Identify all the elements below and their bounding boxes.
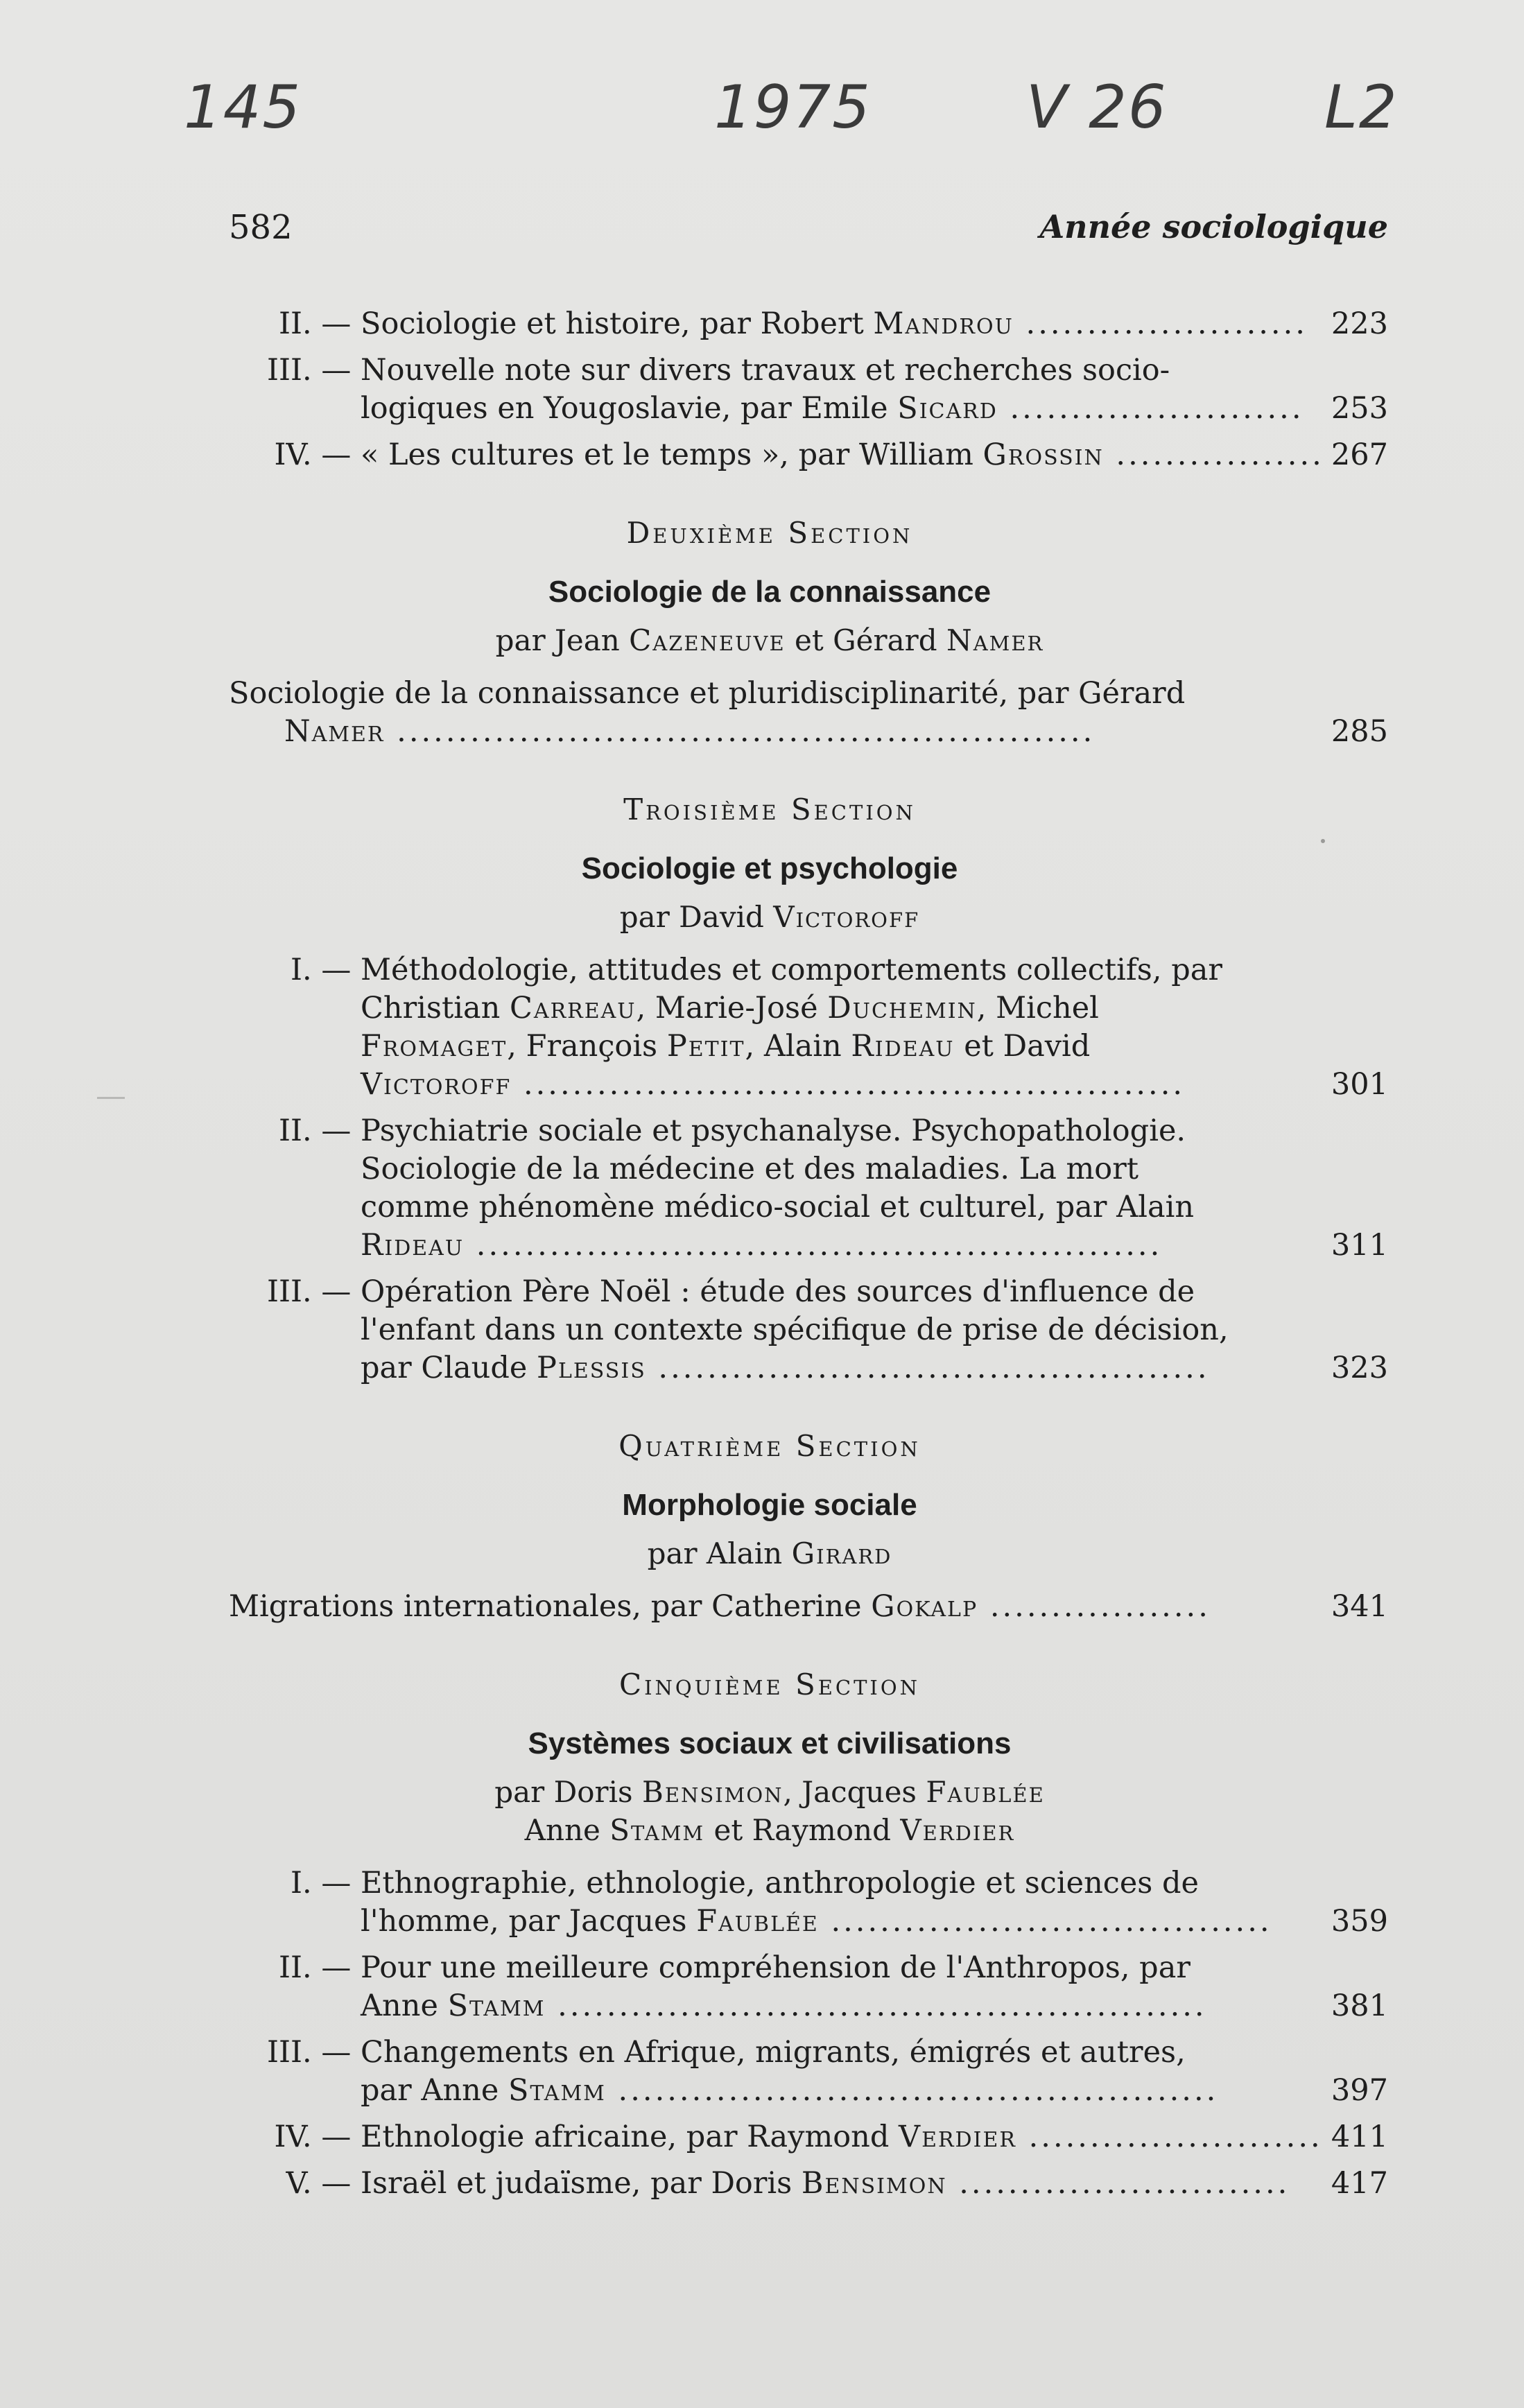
entry-page-number: 411 [1331,2120,1388,2154]
entry-number: II. — [279,1950,361,1985]
entry-text-line: Méthodologie, attitudes et comportements collectifs, par [361,953,1222,987]
leader-dots: .................. [978,1589,1211,1624]
entry-text-line: Ethnographie, ethnologie, anthropologie et sciences de [361,1866,1199,1900]
section-authors: Anne Stamm et Raymond Verdier [524,1813,1015,1847]
entry-number: IV. — [274,438,361,472]
section-heading: Quatrième Section [618,1429,921,1463]
toc-entry [229,436,1388,474]
section-title: Morphologie sociale [622,1488,917,1522]
entry-text-line: Nouvelle note sur divers travaux et recherches socio- [361,353,1170,388]
toc-entry [229,951,1388,1104]
leader-dots: ................................................. [605,2073,1219,2108]
margin-dot [1321,839,1325,843]
leader-dots: ........................ [1016,2120,1323,2154]
entry-text-line: Ethnologie africaine, par Raymond Verdier ........................ [361,2120,1323,2154]
leader-dots: ......................................................... [384,714,1096,749]
entry-text-line: Changements en Afrique, migrants, émigrés et autres, [361,2035,1186,2070]
entry-text-line: comme phénomène médico-social et culturel, par Alain [361,1190,1195,1224]
entry-text-line: « Les cultures et le temps », par William Grossin ................. [361,438,1324,472]
toc-entry [229,305,1388,343]
entry-page-number: 323 [1331,1351,1388,1385]
leader-dots: ........................ [997,391,1304,426]
section-heading: Troisième Section [623,792,916,826]
entry-text-line: logiques en Yougoslavie, par Emile Sicard ........................ [361,391,1304,426]
entry-number: III. — [267,353,361,388]
entry-number: V. — [286,2166,361,2201]
section-title: Sociologie de la connaissance [548,575,992,609]
margin-mark [97,1097,125,1099]
entry-number: IV. — [274,2120,361,2154]
handwritten-annotation: V 26 [1026,73,1168,142]
leader-dots: ........................................................ [464,1228,1163,1263]
entry-text-line: Victoroff ...................................................... [361,1067,1186,1102]
entry-page-number: 341 [1331,1589,1388,1624]
leader-dots: ............................................. [646,1351,1210,1385]
entry-text-line: Christian Carreau, Marie-José Duchemin, Michel [361,991,1099,1025]
section-authors: par Doris Bensimon, Jacques Faublée [494,1775,1045,1809]
section-heading: Deuxième Section [626,516,913,550]
section-title: Systèmes sociaux et civilisations [528,1726,1012,1760]
entry-number: II. — [279,306,361,341]
entry-page-number: 301 [1331,1067,1388,1102]
entry-text-line: Opération Père Noël : étude des sources d'influence de [361,1274,1195,1309]
entry-text-line: Migrations internationales, par Catherine Gokalp .................. [229,1589,1211,1624]
entry-page-number: 285 [1331,714,1388,749]
entry-text-line: l'enfant dans un contexte spécifique de prise de décision, [361,1313,1229,1347]
entry-text-line: Pour une meilleure compréhension de l'Anthropos, par [361,1950,1190,1985]
section-title: Sociologie et psychologie [581,851,958,885]
entry-page-number: 381 [1331,1989,1388,2023]
toc-entry [229,352,1388,428]
section-authors: par Alain Girard [647,1536,892,1570]
page-number: 582 [229,208,293,247]
toc-entry [229,1588,1388,1626]
toc-entry [229,1949,1388,2025]
page-header [229,208,1388,257]
entry-number: III. — [267,2035,361,2070]
section-heading: Cinquième Section [618,1668,921,1701]
toc-entry [229,1112,1388,1265]
leader-dots: ..................................................... [545,1989,1207,2023]
leader-dots: ....................... [1013,306,1308,341]
leader-dots: ................. [1103,438,1324,472]
entry-text-line: Psychiatrie sociale et psychanalyse. Psychopathologie. [361,1114,1186,1148]
leader-dots: .................................... [818,1904,1272,1939]
leader-dots: ...................................................... [511,1067,1186,1102]
toc-entry [229,1273,1388,1387]
entry-text-line: Sociologie de la connaissance et pluridisciplinarité, par Gérard [229,676,1186,711]
toc-entry [229,675,1388,751]
entry-number: I. — [291,953,361,987]
entry-number: II. — [279,1114,361,1148]
entry-text-line: Sociologie et histoire, par Robert Mandrou ....................... [361,306,1308,341]
toc-entry [229,2165,1388,2203]
toc-entry [229,2118,1388,2156]
section-authors: par David Victoroff [619,900,920,934]
handwritten-annotation: 145 [184,73,302,142]
entry-text-line: Namer ......................................................... [284,714,1096,749]
handwritten-annotation: L2 [1324,73,1399,142]
entry-page-number: 311 [1331,1228,1388,1263]
toc-entry [229,1864,1388,1941]
entry-text-line: par Claude Plessis ............................................. [361,1351,1210,1385]
entry-text-line: Rideau ........................................................ [361,1228,1163,1263]
entry-page-number: 397 [1331,2073,1388,2108]
leader-dots: ........................... [946,2166,1290,2201]
entry-number: I. — [291,1866,361,1900]
entry-page-number: 359 [1331,1904,1388,1939]
entry-page-number: 253 [1331,391,1388,426]
entry-text-line: Anne Stamm ..................................................... [361,1989,1207,2023]
running-title: Année sociologique [1039,208,1388,245]
entry-page-number: 417 [1331,2166,1388,2201]
section-authors: par Jean Cazeneuve et Gérard Namer [495,623,1044,657]
entry-text-line: Sociologie de la médecine et des maladies. La mort [361,1152,1139,1186]
handwritten-annotation: 1975 [714,73,872,142]
entry-text-line: Fromaget, François Petit, Alain Rideau et David [361,1029,1091,1064]
entry-text-line: Israël et judaïsme, par Doris Bensimon ........................... [361,2166,1290,2201]
entry-text-line: l'homme, par Jacques Faublée .................................... [361,1904,1272,1939]
entry-number: III. — [267,1274,361,1309]
entry-page-number: 267 [1331,438,1388,472]
toc-entry [229,2034,1388,2110]
entry-text-line: par Anne Stamm ................................................. [361,2073,1219,2108]
entry-page-number: 223 [1331,306,1388,341]
